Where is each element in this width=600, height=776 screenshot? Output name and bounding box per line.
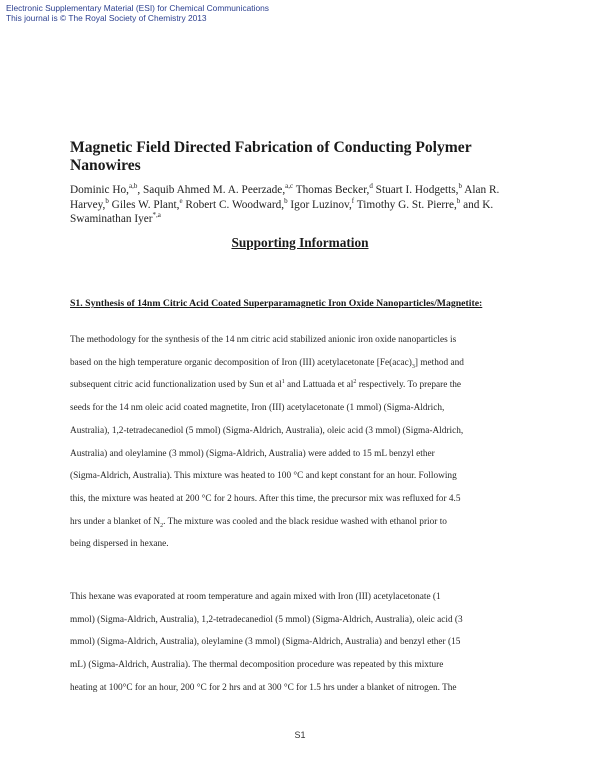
author: Alan R. Harvey,$^b$ xyxy=(70,184,500,211)
text-line: based on the high temperature organic decomposition of Iron (III) acetylacetonate $[Fe(acac)_3]$ method and xyxy=(70,357,464,370)
author-list xyxy=(70,183,540,227)
author: Dominic Ho,$^{a,b}$, xyxy=(70,182,144,196)
text-line: mL) (Sigma-Aldrich, Australia). The thermal decomposition procedure was repeated by this mixture xyxy=(70,660,444,671)
text-line: subsequent citric acid functionalization used by Sun et $al^1$ and Lattuada et $al^2$ respectively. To prepare the xyxy=(70,379,462,391)
text-line: mmol) (Sigma-Aldrich, Australia), 1,2-tetradecanediol (5 mmol) (Sigma-Aldrich, Australia), oleic acid (3 xyxy=(70,614,463,625)
author: Thomas Becker,$^d$ xyxy=(295,182,373,196)
author: Giles W. Plant,$^e$ xyxy=(111,196,183,211)
author: Stuart I. Hodgetts,$^b$ xyxy=(375,182,463,196)
esi-header xyxy=(6,4,269,23)
text-line: this, the mixture was heated at 200 °C for 2 hours. After this time, the precursor mix was refluxed for 4.5 xyxy=(70,493,461,504)
text-line: This hexane was evaporated at room temperature and again mixed with Iron (III) acetylacetonate (1 xyxy=(70,592,441,602)
author: and K. Swaminathan Iyer$^{*,a}$ xyxy=(70,198,494,226)
author: Igor Luzinov,$^f$ xyxy=(290,196,355,211)
supporting-information-heading: Supporting Information xyxy=(231,235,369,250)
text-line: The methodology for the synthesis of the 14 nm citric acid stabilized anionic iron oxide nanoparticles is xyxy=(70,335,457,345)
esi-header-line2: This journal is © The Royal Society of Chemistry 2013 xyxy=(6,12,207,23)
text-line: Australia), 1,2-tetradecanediol (5 mmol) (Sigma-Aldrich, Australia), oleic acid (3 mmol) (Sigma-Aldrich, xyxy=(70,425,464,436)
section-heading-s1: S1. Synthesis of 14nm Citric Acid Coated Superparamagnetic Iron Oxide Nanoparticles/Magnetite: xyxy=(70,298,483,309)
text-line: (Sigma-Aldrich, Australia). This mixture was heated to 100 °C and kept constant for an hour. Following xyxy=(70,471,457,482)
paragraph-hexane xyxy=(70,586,540,700)
text-line: being dispersed in hexane. xyxy=(70,539,169,550)
author: Timothy G. St. Pierre,$^b$ xyxy=(356,196,461,211)
paragraph-methodology xyxy=(70,329,540,556)
text-line: seeds for the 14 nm oleic acid coated magnetite, Iron (III) acetylacetonate (1 mmol) (Sigma-Aldrich, xyxy=(70,403,445,414)
text-line: hrs under a blanket of $N_2$. The mixture was cooled and the black residue washed with ethanol prior to xyxy=(70,516,447,529)
esi-header-line1: Electronic Supplementary Material (ESI) for Chemical Communications xyxy=(6,3,269,13)
author: Saquib Ahmed M. A. Peerzade,$^{a,c}$ xyxy=(143,182,294,196)
paper-title: Magnetic Field Directed Fabrication of Conducting Polymer Nanowires xyxy=(70,139,472,174)
page-number: S1 xyxy=(294,730,306,740)
text-line: mmol) (Sigma-Aldrich, Australia), oleylamine (3 mmol) (Sigma-Aldrich, Australia) and benzyl ether (15 xyxy=(70,637,461,648)
text-line: Australia) and oleylamine (3 mmol) (Sigma-Aldrich, Australia) were added to 15 mL benzyl ether xyxy=(70,448,435,459)
text-line: heating at 100°C for an hour, 200 °C for 2 hrs and at 300 °C for 1.5 hrs under a blanket of nitrogen. The xyxy=(70,682,457,693)
author: Robert C. Woodward,$^b$ xyxy=(185,196,288,211)
